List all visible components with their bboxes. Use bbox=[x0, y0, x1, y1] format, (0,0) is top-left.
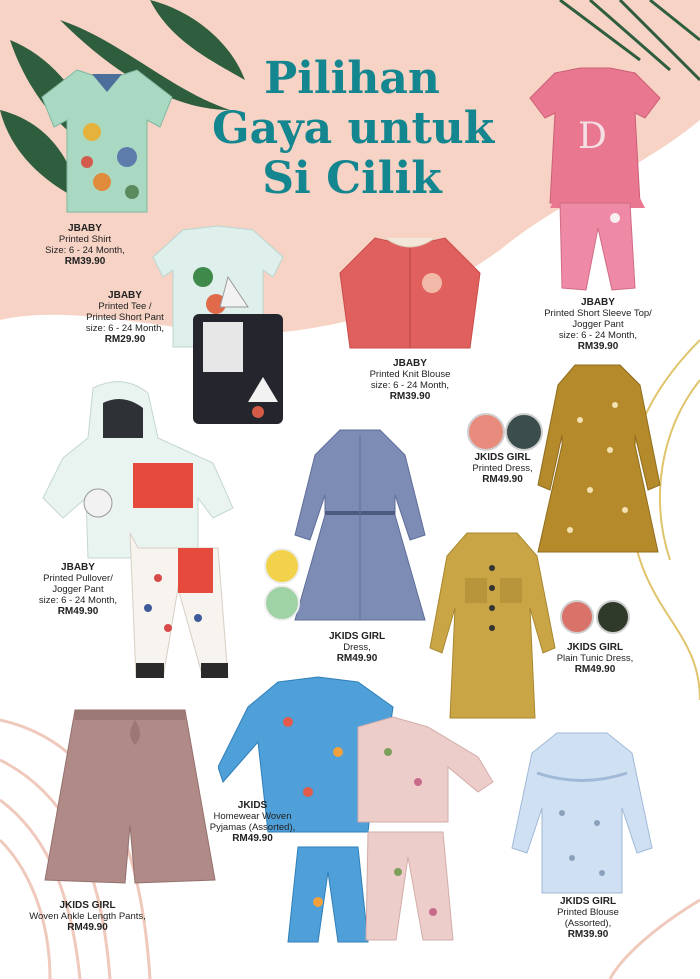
product-detail: Plain Tunic Dress, bbox=[556, 653, 634, 664]
product-caption bbox=[205, 800, 300, 844]
product-brand: JKIDS GIRL bbox=[59, 900, 116, 911]
title-line: Pilihan bbox=[264, 53, 440, 104]
product-image-knit-blouse bbox=[330, 228, 490, 358]
product-caption bbox=[533, 297, 663, 352]
product-caption bbox=[20, 223, 150, 267]
product-image-pink-top-jogger bbox=[520, 58, 670, 298]
product-image-woven-pants bbox=[40, 705, 218, 890]
fabric-swatch bbox=[264, 548, 300, 584]
title-line: Si Cilik bbox=[262, 153, 442, 204]
svg-text:D: D bbox=[578, 116, 607, 157]
product-caption bbox=[355, 358, 465, 402]
product-price: RM39.90 bbox=[567, 929, 609, 940]
product-brand: JKIDS GIRL bbox=[559, 896, 617, 907]
product-detail: size: 6 - 24 Month, bbox=[558, 330, 638, 341]
product-image-printed-shirt bbox=[32, 62, 182, 222]
product-detail: (Assorted), bbox=[564, 918, 612, 929]
product-price: RM29.90 bbox=[104, 334, 146, 345]
fabric-swatch bbox=[264, 585, 300, 621]
product-caption bbox=[550, 642, 640, 675]
product-image-pullover-jogger bbox=[38, 378, 243, 678]
product-detail: Printed Tee / bbox=[98, 301, 152, 312]
product-detail: Woven Ankle Length Pants, bbox=[29, 911, 146, 922]
product-price: RM49.90 bbox=[574, 664, 616, 675]
color-swatch bbox=[560, 600, 594, 634]
product-detail: Printed Shirt bbox=[58, 234, 112, 245]
product-price: RM39.90 bbox=[577, 341, 619, 352]
product-detail: Size: 6 - 24 Month, bbox=[45, 245, 125, 256]
product-detail: Homewear Woven bbox=[213, 811, 292, 822]
product-caption bbox=[28, 562, 128, 617]
product-brand: JBABY bbox=[68, 223, 102, 234]
product-brand: JBABY bbox=[61, 562, 95, 573]
product-detail: Printed Pullover/ bbox=[43, 573, 113, 584]
product-brand: JBABY bbox=[393, 358, 427, 369]
product-detail: size: 6 - 24 Month, bbox=[85, 323, 165, 334]
fabric-swatch bbox=[467, 413, 505, 451]
product-detail: Jogger Pant bbox=[572, 319, 624, 330]
product-caption bbox=[548, 896, 628, 940]
product-detail: Pyjamas (Assorted), bbox=[209, 822, 296, 833]
product-brand: JKIDS bbox=[237, 800, 268, 811]
product-image-printed-blouse bbox=[507, 728, 657, 898]
product-brand: JBABY bbox=[108, 290, 142, 301]
product-detail: size: 6 - 24 Month, bbox=[38, 595, 118, 606]
page-title bbox=[212, 53, 495, 204]
product-caption bbox=[80, 290, 170, 345]
product-detail: Printed Blouse bbox=[557, 907, 619, 918]
title-line: Gaya untuk bbox=[212, 103, 495, 154]
product-brand: JBABY bbox=[581, 297, 615, 308]
product-caption bbox=[317, 631, 397, 664]
product-brand: JKIDS GIRL bbox=[328, 631, 386, 642]
product-price: RM39.90 bbox=[64, 256, 106, 267]
product-caption bbox=[20, 900, 155, 933]
product-caption bbox=[465, 452, 540, 485]
product-detail: Printed Dress, bbox=[472, 463, 533, 474]
product-price: RM39.90 bbox=[389, 391, 431, 402]
color-swatch bbox=[596, 600, 630, 634]
product-brand: JKIDS GIRL bbox=[566, 642, 624, 653]
product-price: RM49.90 bbox=[482, 474, 523, 485]
product-price: RM49.90 bbox=[336, 653, 378, 664]
product-detail: Printed Short Pant bbox=[86, 312, 164, 323]
product-detail: Printed Short Sleeve Top/ bbox=[544, 308, 652, 319]
product-detail: Jogger Pant bbox=[52, 584, 104, 595]
product-price: RM49.90 bbox=[67, 922, 108, 933]
product-price: RM49.90 bbox=[232, 833, 273, 844]
product-price: RM49.90 bbox=[57, 606, 99, 617]
product-brand: JKIDS GIRL bbox=[474, 452, 531, 463]
product-detail: Printed Knit Blouse bbox=[369, 369, 451, 380]
product-detail: size: 6 - 24 Month, bbox=[370, 380, 450, 391]
product-image-blue-dress bbox=[285, 425, 435, 630]
product-detail: Dress, bbox=[343, 642, 371, 653]
fabric-swatch bbox=[505, 413, 543, 451]
